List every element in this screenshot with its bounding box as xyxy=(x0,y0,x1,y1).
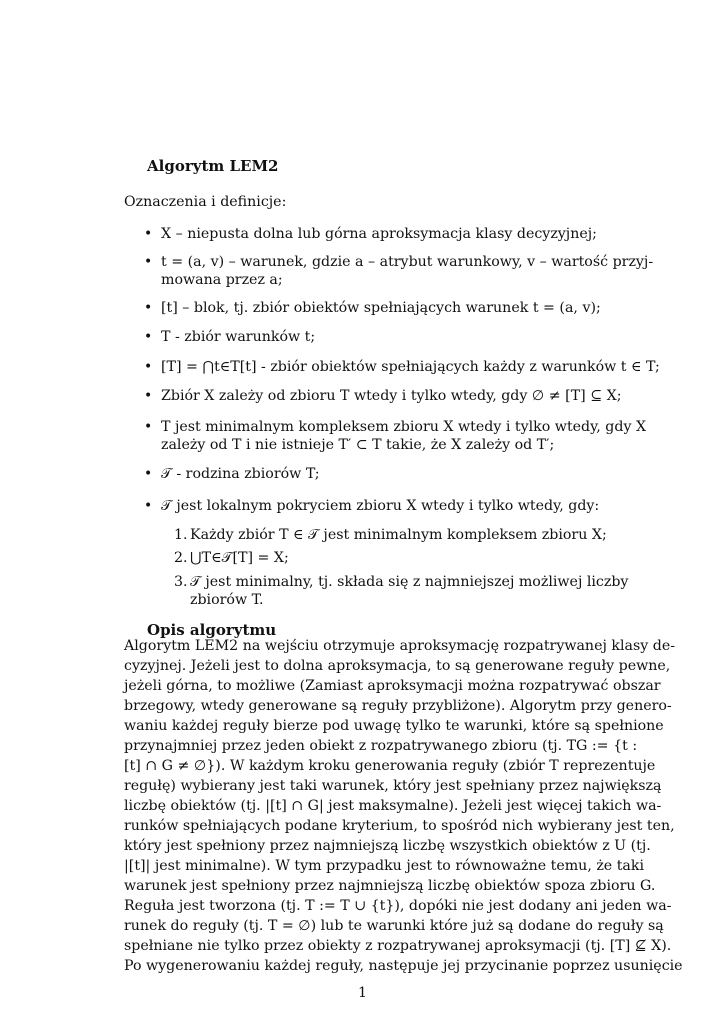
intro-text: Oznaczenia i definicje: xyxy=(124,194,287,210)
list-item: 𝒯 jest lokalnym pokryciem zbioru X wtedy i tylko wtedy, gdy: xyxy=(161,498,600,514)
paragraph-line: runków spełniających podane kryterium, to spośród nich wybierany jest ten, xyxy=(124,818,675,834)
list-item: 𝒯 - rodzina zbiorów T; xyxy=(161,466,320,482)
bullet-icon: • xyxy=(144,359,153,375)
paragraph-line: jeżeli górna, to możliwe (Zamiast aproksymacji można rozpatrywać obszar xyxy=(124,678,661,694)
paragraph-line: spełniane nie tylko przez obiekty z rozpatrywanej aproksymacji (tj. [T] ⊈ X). xyxy=(124,938,672,954)
paragraph-line: brzegowy, wtedy generowane są reguły przybliżone). Algorytm przy genero- xyxy=(124,698,672,714)
bullet-icon: • xyxy=(144,419,153,435)
list-number: 3. xyxy=(174,574,188,590)
list-item: T jest minimalnym kompleksem zbioru X wtedy i tylko wtedy, gdy X xyxy=(161,419,647,435)
paragraph-line: waniu każdej reguły bierze pod uwagę tylko te warunki, które są spełnione xyxy=(124,718,664,734)
page-number: 1 xyxy=(357,985,368,1001)
list-item: [t] – blok, tj. zbiór obiektów spełniających warunek t = (a, v); xyxy=(161,300,601,316)
bullet-icon: • xyxy=(144,329,153,345)
list-item: Każdy zbiór T ∈ 𝒯 jest minimalnym kompleksem zbioru X; xyxy=(190,527,607,543)
list-item-continuation: zbiorów T. xyxy=(190,592,264,608)
paragraph-line: Algorytm LEM2 na wejściu otrzymuje aproksymację rozpatrywanej klasy de- xyxy=(124,638,676,654)
paragraph-line: który jest spełniony przez najmniejszą liczbę wszystkich obiektów z U (tj. xyxy=(124,838,651,854)
paragraph-line: cyzyjnej. Jeżeli jest to dolna aproksymacja, to są generowane reguły pewne, xyxy=(124,658,671,674)
list-item: 𝒯 jest minimalny, tj. składa się z najmniejszej możliwej liczby xyxy=(190,574,629,590)
paragraph-line: regułę) wybierany jest taki warunek, który jest spełniany przez największą xyxy=(124,778,662,794)
paragraph-line: warunek jest spełniony przez najmniejszą liczbę obiektów spoza zbioru G. xyxy=(124,878,656,894)
bullet-icon: • xyxy=(144,226,153,242)
list-number: 1. xyxy=(174,527,188,543)
list-item-continuation: zależy od T i nie istnieje T′ ⊂ T takie, że X zależy od T′; xyxy=(161,437,555,453)
paragraph-line: [t] ∩ G ≠ ∅}). W każdym kroku generowania reguły (zbiór T reprezentuje xyxy=(124,758,656,774)
list-item: Zbiór X zależy od zbioru T wtedy i tylko wtedy, gdy ∅ ≠ [T] ⊆ X; xyxy=(161,388,622,404)
bullet-icon: • xyxy=(144,254,153,270)
paragraph-line: liczbę obiektów (tj. |[t] ∩ G| jest maksymalne). Jeżeli jest więcej takich wa- xyxy=(124,798,662,814)
list-item: [T] = ⋂t∈T[t] - zbiór obiektów spełniających każdy z warunków t ∈ T; xyxy=(161,359,660,375)
list-item: X – niepusta dolna lub górna aproksymacja klasy decyzyjnej; xyxy=(161,226,597,242)
paragraph-line: przynajmniej przez jeden obiekt z rozpatrywanego zbioru (tj. TG := {t : xyxy=(124,738,638,754)
bullet-icon: • xyxy=(144,388,153,404)
bullet-icon: • xyxy=(144,498,153,514)
list-item-continuation: mowana przez a; xyxy=(161,272,283,288)
section-title: Opis algorytmu xyxy=(147,621,277,639)
paragraph-line: Po wygenerowaniu każdej reguły, następuje jej przycinanie poprzez usunięcie xyxy=(124,958,683,974)
paragraph-line: Reguła jest tworzona (tj. T := T ∪ {t}), dopóki nie jest dodany ani jeden wa- xyxy=(124,898,672,914)
page-title: Algorytm LEM2 xyxy=(147,157,279,175)
list-item: ⋃T∈𝒯[T] = X; xyxy=(190,550,289,566)
paragraph-line: runek do reguły (tj. T = ∅) lub te warunki które już są dodane do reguły są xyxy=(124,918,664,934)
paragraph-line: |[t]| jest minimalne). W tym przypadku jest to równoważne temu, że taki xyxy=(124,858,645,874)
list-item: t = (a, v) – warunek, gdzie a – atrybut warunkowy, v – wartość przyj- xyxy=(161,254,654,270)
bullet-icon: • xyxy=(144,300,153,316)
bullet-icon: • xyxy=(144,466,153,482)
list-number: 2. xyxy=(174,550,188,566)
list-item: T - zbiór warunków t; xyxy=(161,329,316,345)
